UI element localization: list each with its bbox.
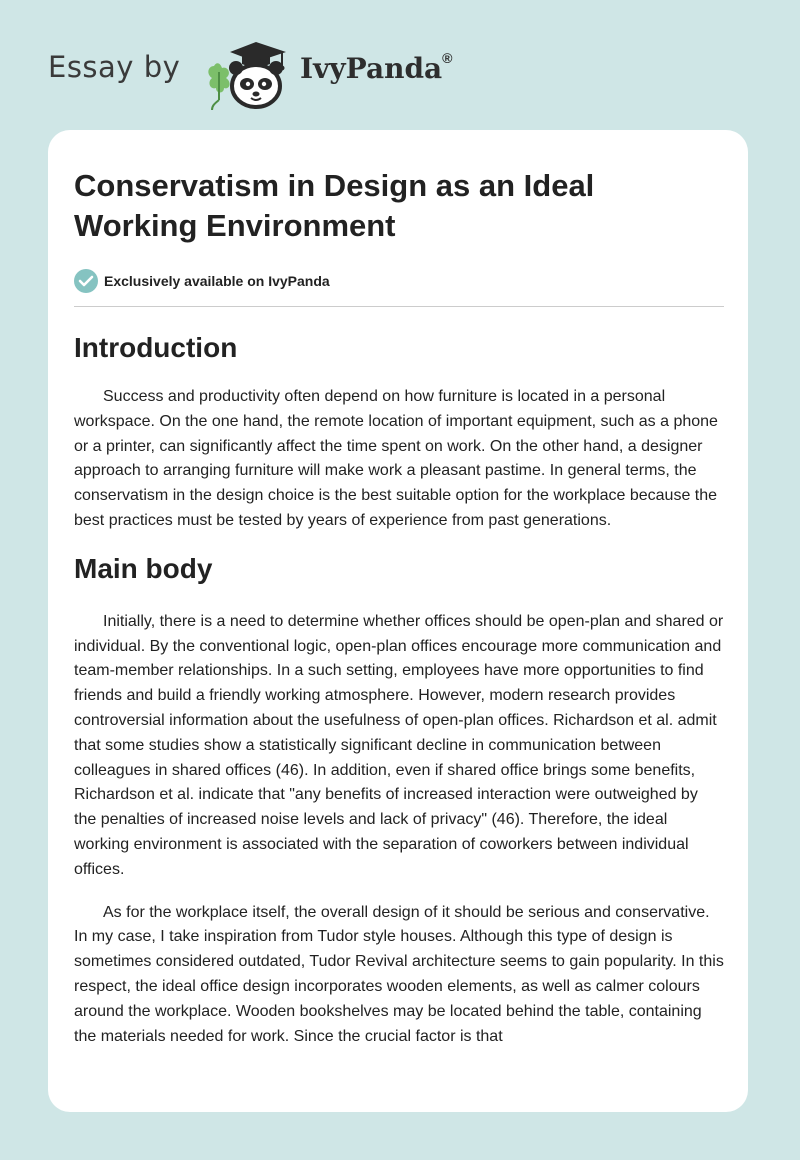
exclusive-badge	[74, 268, 724, 294]
title-divider	[74, 306, 724, 307]
exclusive-label: Exclusively available on IvyPanda	[104, 273, 330, 289]
check-icon	[74, 269, 98, 293]
registered-mark: ®	[442, 50, 453, 66]
brand-name[interactable]	[300, 52, 453, 85]
section-heading-introduction: Introduction	[74, 332, 238, 363]
essay-by-label: Essay by	[48, 50, 181, 84]
panda-logo-icon[interactable]	[200, 30, 298, 110]
article-content	[74, 166, 724, 1049]
brand-text: IvyPanda	[300, 52, 443, 85]
article-title: Conservatism in Design as an Ideal Working Environment	[74, 168, 595, 243]
paragraph: Success and productivity often depend on how furniture is located in a personal workspace. On the one hand, the remote location of important equipment, such as a phone or a printer, can significantly affect the time spent on work. On the other hand, a designer approach to arranging furniture will make work a pleasant pastime. In general terms, the conservatism in the design choice is the best suitable option for the workplace because the best practices must be tested by years of experience from past generations.	[74, 388, 718, 529]
section-heading-main-body: Main body	[74, 552, 213, 584]
paragraph: As for the workplace itself, the overall design of it should be serious and conservative. In my case, I take inspiration from Tudor style houses. Although this type of design is sometimes considered outdated, Tudor Revival architecture seems to gain popularity. In this respect, the ideal office design incorporates wooden elements, as well as calmer colours around the workplace. Wooden bookshelves may be located behind the table, containing the materials needed for work. Since the crucial factor is that	[74, 903, 724, 1045]
paragraph: Initially, there is a need to determine whether offices should be open-plan and shared or individual. By the conventional logic, open-plan offices encourage more communication and team-member relationships. In a such setting, employees have more opportunities to find friends and build a friendly working atmosphere. However, modern research provides controversial information about the usefulness of open-plan offices. Richardson et al. admit that some studies show a statistically significant decline in communication between colleagues in shared offices (46). In addition, even if shared office brings some benefits, Richardson et al. indicate that "any benefits of increased interaction were outweighed by the penalties of increased noise levels and lack of privacy" (46). Therefore, the ideal working environment is associated with the separation of coworkers between individual offices.	[74, 612, 724, 878]
site-header	[48, 30, 508, 110]
article-card	[48, 130, 748, 1112]
